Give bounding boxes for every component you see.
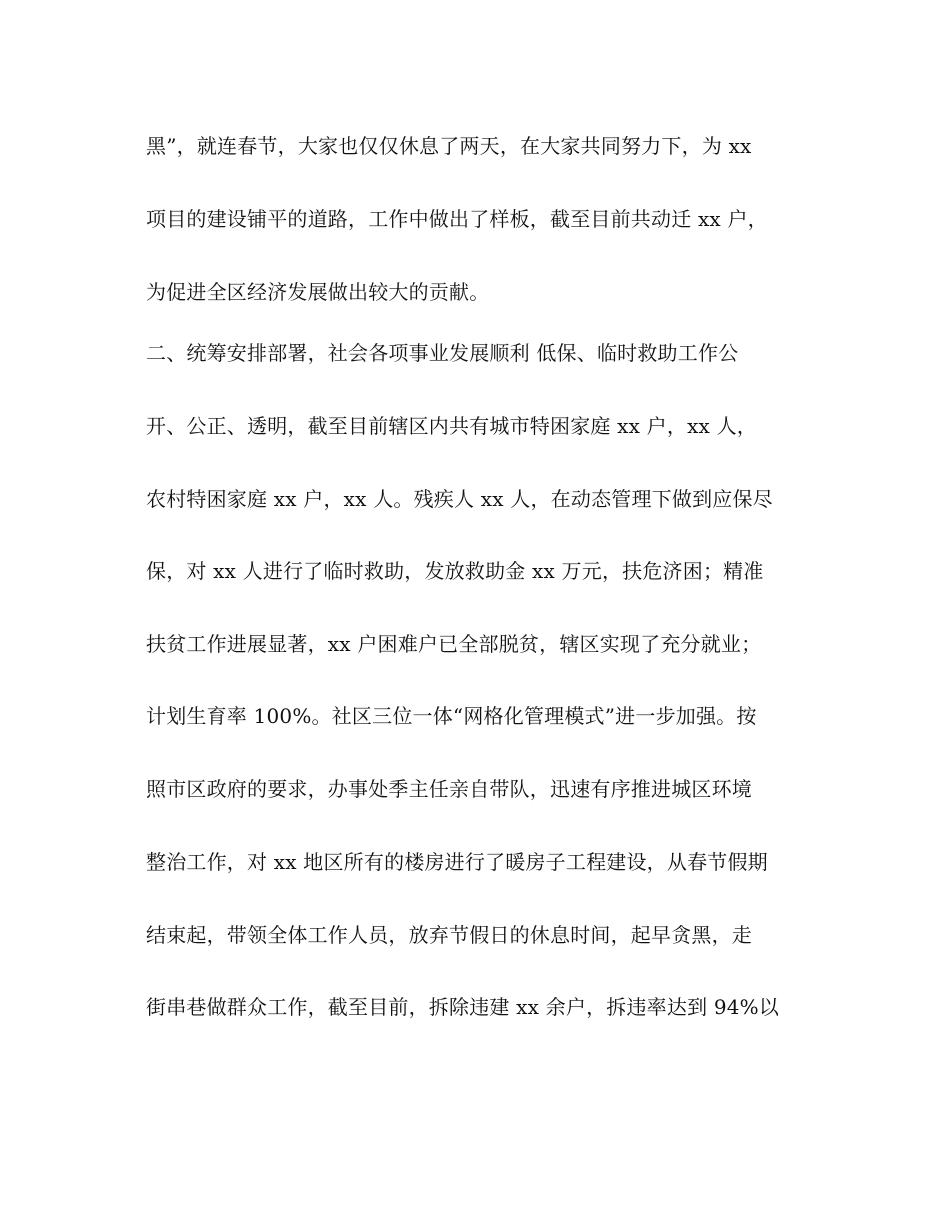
text-line: 农村特困家庭 xx 户，xx 人。残疾人 xx 人，在动态管理下做到应保尽 — [146, 487, 773, 511]
text-line: 保，对 xx 人进行了临时救助，发放救助金 xx 万元，扶危济困；精准 — [146, 559, 764, 583]
text-line: 街串巷做群众工作，截至目前，拆除违建 xx 余户，拆违率达到 94%以 — [146, 995, 780, 1019]
text-line: 照市区政府的要求，办事处季主任亲自带队，迅速有序推进城区环境 — [146, 777, 752, 801]
text-line: 结束起，带领全体工作人员，放弃节假日的休息时间，起早贪黑，走 — [146, 923, 752, 947]
text-line: 黑”，就连春节，大家也仅仅休息了两天，在大家共同努力下，为 xx — [146, 134, 752, 158]
text-line: 项目的建设铺平的道路，工作中做出了样板，截至目前共动迁 xx 户， — [146, 207, 768, 231]
section-heading-line: 二、统筹安排部署，社会各项事业发展顺利 低保、临时救助工作公 — [146, 341, 739, 365]
text-line: 计划生育率 100%。社区三位一体“网格化管理模式”进一步加强。按 — [146, 704, 757, 728]
text-line: 开、公正、透明，截至目前辖区内共有城市特困家庭 xx 户，xx 人， — [146, 414, 757, 438]
text-line: 整治工作，对 xx 地区所有的楼房进行了暖房子工程建设，从春节假期 — [146, 850, 768, 874]
text-line: 扶贫工作进展显著，xx 户困难户已全部脱贫，辖区实现了充分就业； — [146, 632, 762, 656]
text-line: 为促进全区经济发展做出较大的贡献。 — [146, 280, 490, 304]
